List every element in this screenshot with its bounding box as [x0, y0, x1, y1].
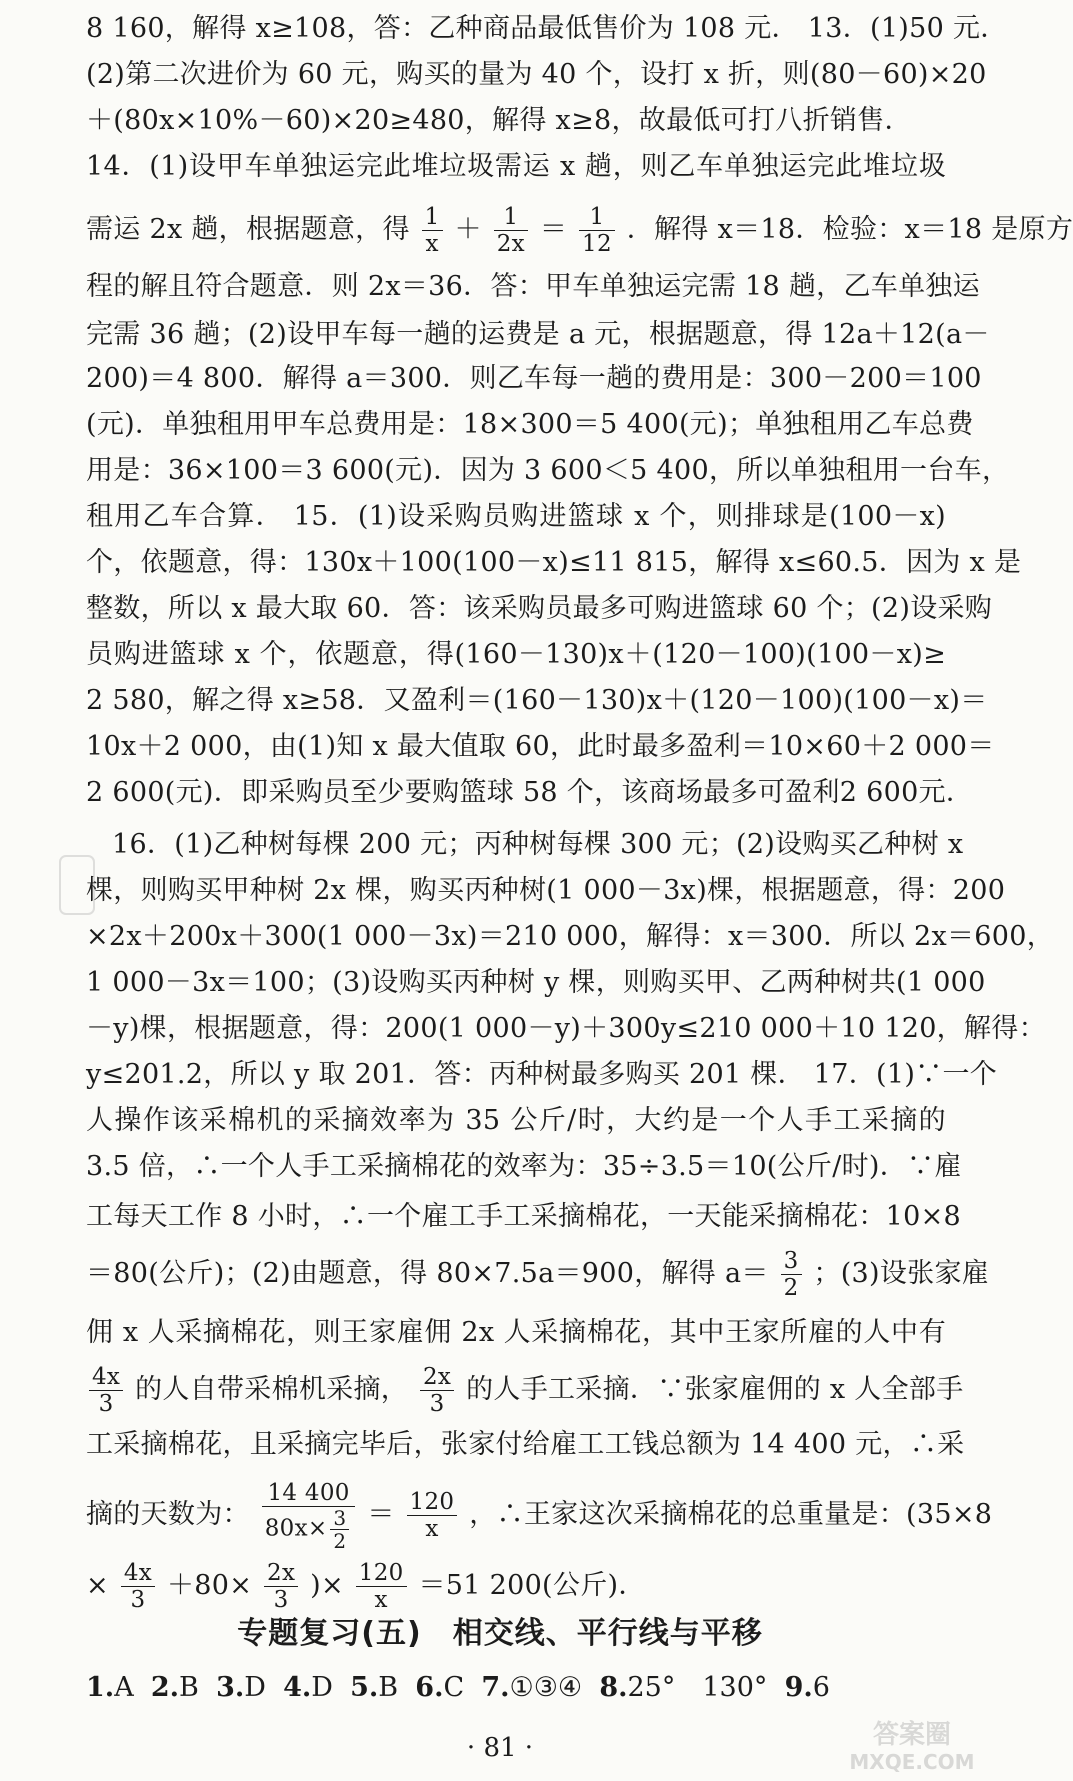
section-heading: 专题复习(五) 相交线、平行线与平移 — [237, 1616, 763, 1651]
text-line: 3.5 倍，∴一个人手工采摘棉花的效率为：35÷3.5＝10(公斤/时)．∵雇 — [86, 1151, 962, 1182]
answer-item: 9.6 — [784, 1672, 830, 1703]
compound-fraction: 14 400 80x× $\frac{3}{2}$ — [262, 1480, 356, 1552]
text-line: 2 580，解之得 x≥58．又盈利＝(160－130)x＋(120－100)(100－x)＝ — [86, 685, 988, 716]
fraction: $\frac{3}{2}$ — [330, 1507, 349, 1552]
fraction: $\frac{4x}{3}$ — [121, 1560, 155, 1613]
answer-item: 1.A — [86, 1672, 134, 1703]
text-line: y≤201.2，所以 y 取 201．答：丙种树最多购买 201 棵． 17．(1)∵一个 — [86, 1059, 998, 1090]
text-line: 棵，则购买甲种树 2x 棵，购买丙种树(1 000－3x)棵，根据题意，得：200 — [86, 875, 1006, 906]
text-line: 10x＋2 000，由(1)知 x 最大值取 60，此时最多盈利＝10×60＋2 000＝ — [86, 731, 995, 762]
text-line: －y)棵，根据题意，得：200(1 000－y)＋300y≤210 000＋10 120，解得： — [86, 1013, 1046, 1044]
answer-item: 4.D — [283, 1672, 333, 1703]
text-line: 租用乙车合算． 15．(1)设采购员购进篮球 x 个，则排球是(100－x) — [86, 501, 946, 532]
fraction: $\frac{120}{x}$ — [407, 1489, 458, 1542]
text-line: 2 600(元)．即采购员至少要购篮球 58 个，该商场最多可盈利2 600元． — [86, 777, 974, 808]
watermark-icon — [832, 1713, 992, 1775]
text-line: ×2x＋200x＋300(1 000－3x)＝210 000，解得：x＝300．所以 2x＝600， — [86, 921, 1055, 952]
equation-line: × $\frac{4x}{3}$ ＋80× $\frac{2x}{3}$ )× $\frac{120}{x}$ ＝51 200(公斤)． — [86, 1560, 646, 1613]
text-line: 员购进篮球 x 个，依题意，得(160－130)x＋(120－100)(100－x)≥ — [86, 639, 946, 670]
fraction: $\frac{4x}{3}$ — [89, 1364, 123, 1417]
text-line: 8 160，解得 x≥108，答：乙种商品最低售价为 108 元． 13．(1)50 元． — [86, 13, 1008, 44]
text-line: 程的解且符合题意．则 2x＝36．答：甲车单独运完需 18 趟，乙车单独运 — [86, 271, 980, 302]
answer-list — [86, 1665, 830, 1704]
text-line: 工采摘棉花，且采摘完毕后，张家付给雇工工钱总额为 14 400 元，∴采 — [86, 1429, 965, 1460]
fraction: $\frac{3}{2}$ — [781, 1248, 802, 1301]
answer-item: 8.25° 130° — [599, 1672, 768, 1703]
text-line: 佣 x 人采摘棉花，则王家雇佣 2x 人采摘棉花，其中王家所雇的人中有 — [86, 1317, 946, 1348]
answer-item: 7.①③④ — [481, 1672, 583, 1703]
fraction: $\frac{120}{x}$ — [356, 1560, 407, 1613]
equation-line: 需运 2x 趟，根据题意，得 $\frac{1}{x}$ ＋ $\frac{1}{2x}$ ＝ $\frac{1}{12}$ ．解得 x＝18．检验：x＝18 是原方 — [86, 204, 1073, 257]
text-line: 整数，所以 x 最大取 60．答：该采购员最多可购进篮球 60 个；(2)设采购 — [86, 593, 993, 624]
fraction: $\frac{1}{2x}$ — [494, 204, 528, 257]
text-line: 个，依题意，得：130x＋100(100－x)≤11 815，解得 x≤60.5．因为 x 是 — [86, 547, 1022, 578]
text-line: 1 000－3x＝100；(3)设购买丙种树 y 棵，则购买甲、乙两种树共(1 000 — [86, 967, 986, 998]
text-line: (2)第二次进价为 60 元，购买的量为 40 个，设打 x 折，则(80－60)×20 — [86, 59, 987, 90]
text-line: ＋(80x×10%－60)×20≥480，解得 x≥8，故最低可打八折销售． — [86, 105, 912, 136]
equation-line: 摘的天数为： 14 400 80x× $\frac{3}{2}$ ＝ $\frac{120}{x}$ ，∴王家这次采摘棉花的总重量是：(35×8 — [86, 1479, 993, 1553]
answer-item: 5.B — [350, 1672, 399, 1703]
answer-item: 2.B — [150, 1672, 199, 1703]
text-line: 工每天工作 8 小时，∴一个雇工手工采摘棉花，一天能采摘棉花：10×8 — [86, 1201, 961, 1232]
text-line: 完需 36 趟；(2)设甲车每一趟的运费是 a 元，根据题意，得 12a＋12(a－ — [86, 319, 990, 350]
fraction: $\frac{2x}{3}$ — [264, 1560, 298, 1613]
svg-text:答案圈: 答案圈 — [872, 1720, 952, 1750]
fraction: $\frac{1}{x}$ — [422, 204, 443, 257]
text-line: 200)＝4 800．解得 a＝300．则乙车每一趟的费用是：300－200＝100 — [86, 363, 982, 394]
text-line: 用是：36×100＝3 600(元)．因为 3 600＜5 400，所以单独租用一台车， — [86, 455, 1010, 486]
fraction: $\frac{2x}{3}$ — [420, 1364, 454, 1417]
svg-text:MXQE.COM: MXQE.COM — [849, 1750, 975, 1774]
text-line: 14．(1)设甲车单独运完此堆垃圾需运 x 趟，则乙车单独运完此堆垃圾 — [86, 151, 946, 182]
fraction: $\frac{1}{12}$ — [579, 204, 615, 257]
equation-line: ＝80(公斤)；(2)由题意，得 80×7.5a＝900，解得 a＝ $\frac{3}{2}$ ；(3)设张家雇 — [86, 1248, 990, 1301]
page-number: · 81 · — [466, 1733, 534, 1763]
text-line: 16．(1)乙种树每棵 200 元；丙种树每棵 300 元；(2)设购买乙种树 x — [112, 829, 964, 860]
faint-stamp-mark — [52, 850, 102, 920]
answer-item: 3.D — [216, 1672, 266, 1703]
watermark-logo — [832, 1713, 992, 1775]
text-line: 人操作该采棉机的采摘效率为 35 公斤/时，大约是一个人手工采摘的 — [86, 1105, 946, 1136]
equation-line: $\frac{4x}{3}$ 的人自带采棉机采摘， $\frac{2x}{3}$ 的人手工采摘．∵张家雇佣的 x 人全部手 — [86, 1360, 946, 1420]
answer-item: 6.C — [415, 1672, 465, 1703]
text-line: (元)．单独租用甲车总费用是：18×300＝5 400(元)；单独租用乙车总费 — [86, 409, 974, 440]
